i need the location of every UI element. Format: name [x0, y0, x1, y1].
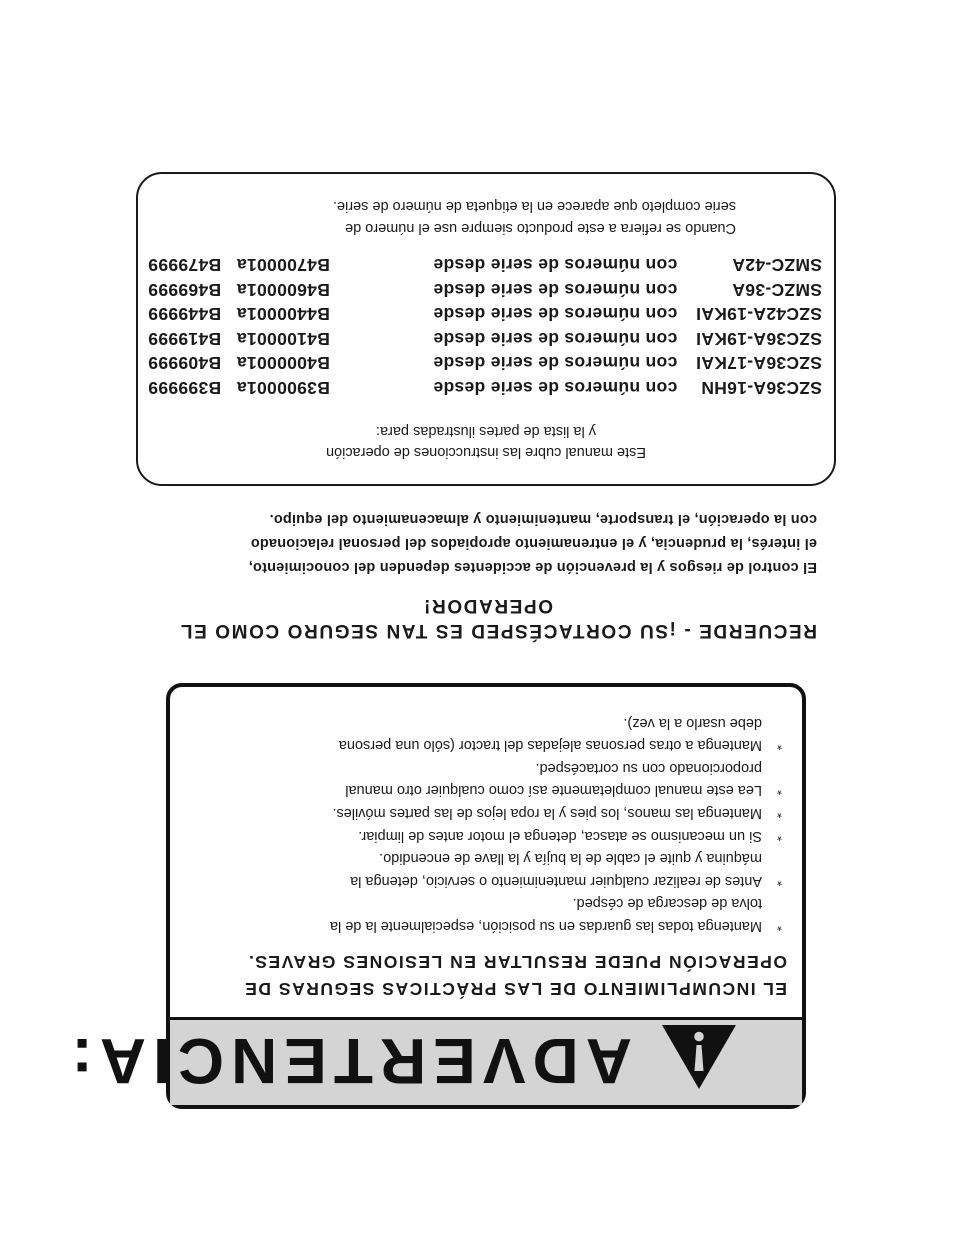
serial-row — [148, 275, 822, 300]
warning-item-line: Mantenga las manos, los pies y la ropa lejos de las partes móviles. — [332, 805, 762, 822]
bullet-star-icon: * — [776, 828, 782, 844]
serial-note-line: Cuando se refiera a este producto siempre use el número de — [345, 220, 736, 236]
warning-list — [184, 711, 784, 937]
serial-start: B4000001 — [246, 353, 330, 374]
reminder-line: RECUERDE - ¡SU CORTACÉSPED ES TAN SEGURO COMO EL — [179, 620, 817, 641]
serial-start: B3900001 — [246, 378, 330, 398]
serial-end: B469999 — [148, 279, 222, 300]
warning-item — [184, 711, 784, 756]
serial-row — [148, 373, 822, 398]
serial-sep: a — [236, 353, 247, 374]
serial-note — [176, 195, 736, 239]
model-name: SZC42A-19KAI — [695, 304, 822, 325]
warning-heading-line: OPERACIÓN PUEDE RESULTAR EN LESIONES GRAVES. — [247, 952, 787, 972]
serial-start: B4100001 — [246, 328, 330, 349]
warning-item — [184, 756, 784, 801]
model-name: SZC36A-17KAI — [695, 353, 822, 374]
serial-start: B4600001 — [246, 279, 330, 300]
warning-header — [64, 1017, 802, 1105]
warning-item-line: Antes de realizar cualquier mantenimiento o servicio, detenga la — [350, 872, 762, 889]
serial-desc: con números de serie desde — [433, 328, 678, 349]
serial-end: B479999 — [148, 255, 222, 276]
serial-row — [148, 324, 822, 349]
risk-paragraph — [117, 507, 817, 579]
serial-end: B399999 — [148, 378, 222, 398]
warning-item — [184, 824, 784, 847]
model-name: SZC36A-19KAI — [695, 328, 822, 349]
serial-sep: a — [236, 279, 247, 300]
warning-item — [184, 801, 784, 824]
bullet-star-icon: * — [776, 738, 782, 754]
model-name: SMZC-36A — [732, 279, 822, 300]
serial-table — [148, 250, 822, 398]
bullet-star-icon: * — [776, 783, 782, 799]
serial-start: B4400001 — [246, 304, 330, 325]
warning-item-line: Lea este manual completamente así como cualquier otro manual — [345, 782, 762, 799]
bullet-star-icon: * — [776, 806, 782, 822]
serial-end: B419999 — [148, 328, 222, 349]
warning-title: ADVERTENCIA: — [64, 1025, 632, 1097]
serial-end: B409999 — [148, 353, 222, 374]
serial-desc: con números de serie desde — [433, 304, 678, 325]
risk-line: El control de riesgos y la prevención de accidentes dependen del conocimiento, — [248, 559, 817, 575]
warning-item-line: Mantenga a otras personas alejadas del tractor (sólo una persona — [338, 737, 762, 754]
model-name: SZC36A-16HN — [701, 378, 822, 398]
serial-end: B449999 — [148, 304, 222, 325]
warning-item-line: Mantenga todas las guardas en su posición, especialmente la de la — [329, 918, 762, 934]
serial-number-box — [136, 172, 836, 486]
serial-row — [148, 250, 822, 275]
warning-heading — [177, 948, 787, 1002]
warning-item-line: Si un mecanismo se atasca, detenga el motor antes de limpiar. — [358, 827, 762, 844]
model-name: SMZC-42A — [732, 255, 822, 276]
reminder-line: OPERADOR! — [422, 595, 553, 616]
serial-intro-line: Este manual cubre las instrucciones de operación — [326, 444, 646, 460]
warning-box — [64, 683, 806, 1109]
warning-triangle-icon — [660, 1023, 738, 1091]
serial-note-line: serie completo que aparece en la etiqueta de número de serie. — [332, 198, 736, 214]
serial-sep: a — [236, 378, 247, 398]
serial-sep: a — [236, 255, 247, 276]
serial-sep: a — [236, 328, 247, 349]
risk-line: con la operación, el transporte, mantenimiento y almacenamiento del equipo. — [269, 511, 817, 527]
serial-desc: con números de serie desde — [433, 279, 678, 300]
warning-item — [184, 892, 784, 937]
serial-desc: con números de serie desde — [433, 378, 678, 398]
serial-row — [148, 349, 822, 374]
warning-item-line: proporcionado con su cortacésped. — [535, 759, 762, 776]
warning-item-line: tolva de descarga de césped. — [572, 895, 762, 912]
serial-sep: a — [236, 304, 247, 325]
warning-item-line: debe usarlo a la vez). — [623, 714, 762, 731]
serial-intro — [138, 420, 834, 462]
serial-start: B4700001 — [246, 255, 330, 276]
bullet-star-icon: * — [776, 873, 782, 889]
warning-item-line: máquina y quite el cable de la bujía y la llave de encendido. — [379, 850, 762, 867]
serial-intro-line: y la lista de partes ilustradas para: — [375, 423, 597, 439]
risk-line: el interés, la prudencia, y el entrenamiento apropiados del personal relacionado — [250, 535, 817, 551]
warning-heading-line: EL INCUMPLIMIENTO DE LAS PRÁCTICAS SEGURAS DE — [243, 979, 787, 999]
serial-desc: con números de serie desde — [433, 255, 678, 276]
warning-item — [184, 847, 784, 892]
reminder-heading — [137, 593, 817, 643]
serial-desc: con números de serie desde — [433, 353, 678, 374]
serial-row — [148, 300, 822, 325]
bullet-star-icon: * — [776, 919, 782, 934]
